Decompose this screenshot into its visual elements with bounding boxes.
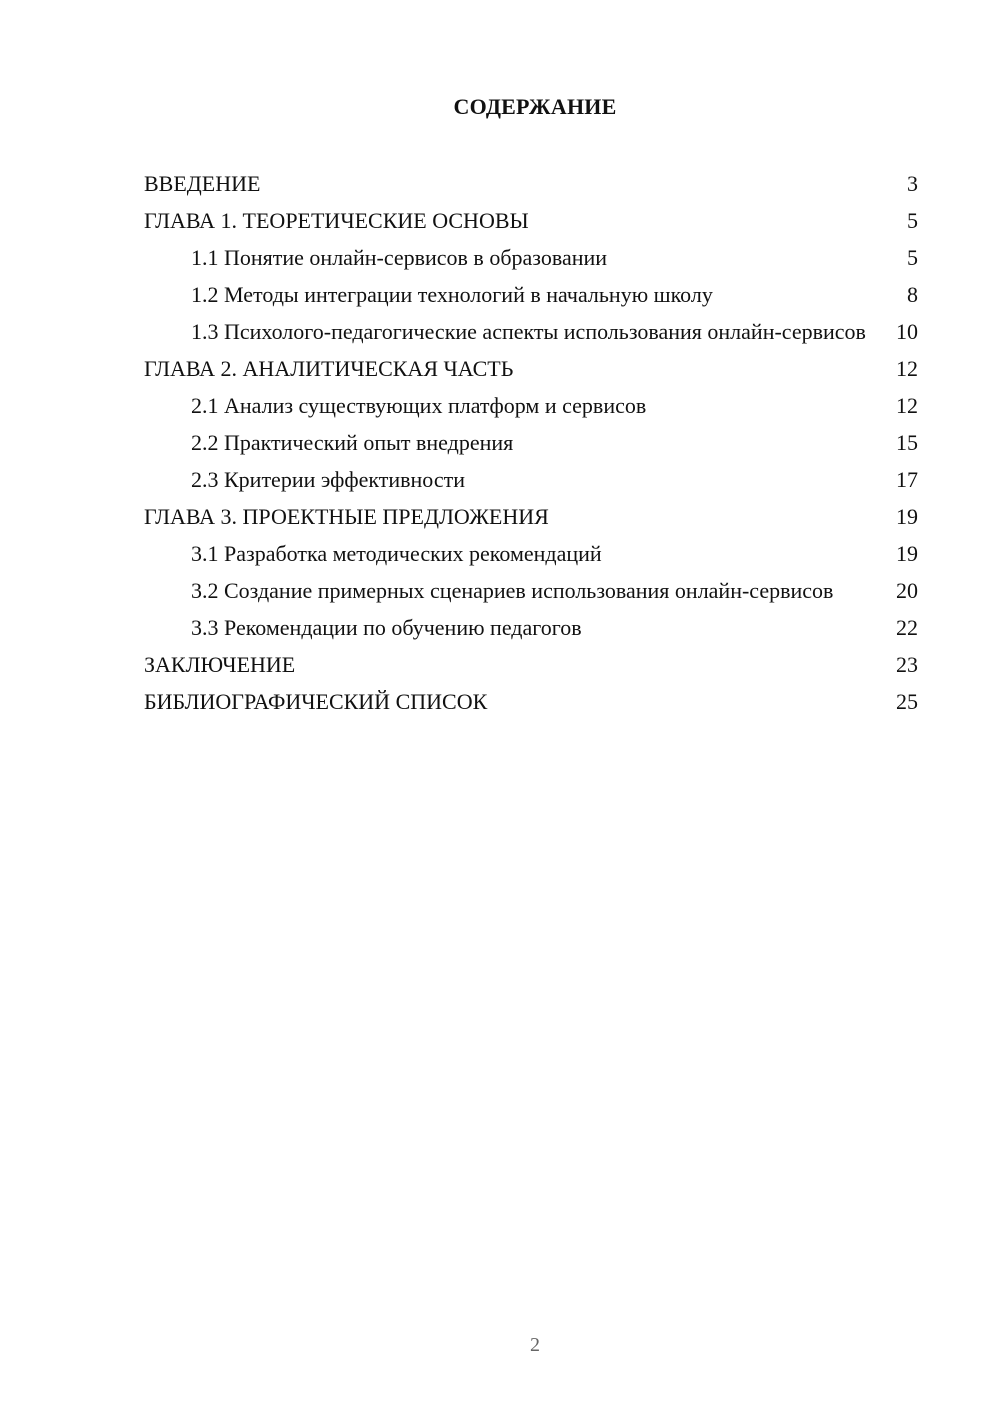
page-number: 2 <box>530 1334 540 1356</box>
toc-entry-label: 1.1 Понятие онлайн-сервисов в образовании <box>191 245 608 270</box>
toc-entry-page: 8 <box>907 282 918 307</box>
toc-entry-label: ВВЕДЕНИЕ <box>144 171 261 196</box>
toc-entry-label: ЗАКЛЮЧЕНИЕ <box>144 652 296 677</box>
toc-entry-section-1-2[interactable] <box>144 281 918 308</box>
toc-entry-introduction[interactable] <box>144 170 918 197</box>
toc-entry-section-1-3[interactable] <box>144 318 918 345</box>
toc-entry-label: ГЛАВА 2. АНАЛИТИЧЕСКАЯ ЧАСТЬ <box>144 356 514 381</box>
toc-entry-label: 2.1 Анализ существующих платформ и сервисов <box>191 393 647 418</box>
toc-entry-section-1-1[interactable] <box>144 244 918 271</box>
toc-entry-page: 5 <box>907 208 918 233</box>
toc-entry-bibliography[interactable] <box>144 688 918 715</box>
toc-entry-section-2-2[interactable] <box>144 429 918 456</box>
toc-entry-page: 12 <box>896 393 918 418</box>
page-title: СОДЕРЖАНИЕ <box>453 94 617 119</box>
toc-entry-label: ГЛАВА 1. ТЕОРЕТИЧЕСКИЕ ОСНОВЫ <box>144 208 529 233</box>
toc-entry-chapter-1[interactable] <box>144 207 918 234</box>
toc-entry-chapter-3[interactable] <box>144 503 918 530</box>
toc-entry-conclusion[interactable] <box>144 651 918 678</box>
toc-entry-page: 19 <box>896 504 918 529</box>
toc-entry-section-2-3[interactable] <box>144 466 918 493</box>
toc-entry-label: 3.2 Создание примерных сценариев использования онлайн-сервисов <box>191 578 834 603</box>
toc-entry-page: 20 <box>896 578 918 603</box>
toc-entry-section-2-1[interactable] <box>144 392 918 419</box>
toc-entry-page: 17 <box>896 467 918 492</box>
toc-entry-label: 3.1 Разработка методических рекомендаций <box>191 541 602 566</box>
toc-entry-page: 23 <box>896 652 918 677</box>
toc-entry-section-3-2[interactable] <box>144 577 918 604</box>
toc-entry-page: 15 <box>896 430 918 455</box>
toc-entry-label: БИБЛИОГРАФИЧЕСКИЙ СПИСОК <box>144 689 488 714</box>
toc-entry-label: 1.3 Психолого-педагогические аспекты использования онлайн-сервисов <box>191 319 866 344</box>
toc-entry-section-3-1[interactable] <box>144 540 918 567</box>
table-of-contents <box>144 170 918 725</box>
toc-entry-label: 2.2 Практический опыт внедрения <box>191 430 514 455</box>
toc-entry-page: 3 <box>907 171 918 196</box>
toc-entry-label: 1.2 Методы интеграции технологий в начальную школу <box>191 282 713 307</box>
toc-entry-page: 5 <box>907 245 918 270</box>
toc-entry-chapter-2[interactable] <box>144 355 918 382</box>
toc-entry-label: ГЛАВА 3. ПРОЕКТНЫЕ ПРЕДЛОЖЕНИЯ <box>144 504 549 529</box>
toc-entry-page: 19 <box>896 541 918 566</box>
toc-entry-page: 22 <box>896 615 918 640</box>
toc-entry-section-3-3[interactable] <box>144 614 918 641</box>
toc-entry-page: 12 <box>896 356 918 381</box>
toc-entry-label: 2.3 Критерии эффективности <box>191 467 465 492</box>
toc-entry-page: 10 <box>896 319 918 344</box>
toc-entry-page: 25 <box>896 689 918 714</box>
toc-entry-label: 3.3 Рекомендации по обучению педагогов <box>191 615 582 640</box>
